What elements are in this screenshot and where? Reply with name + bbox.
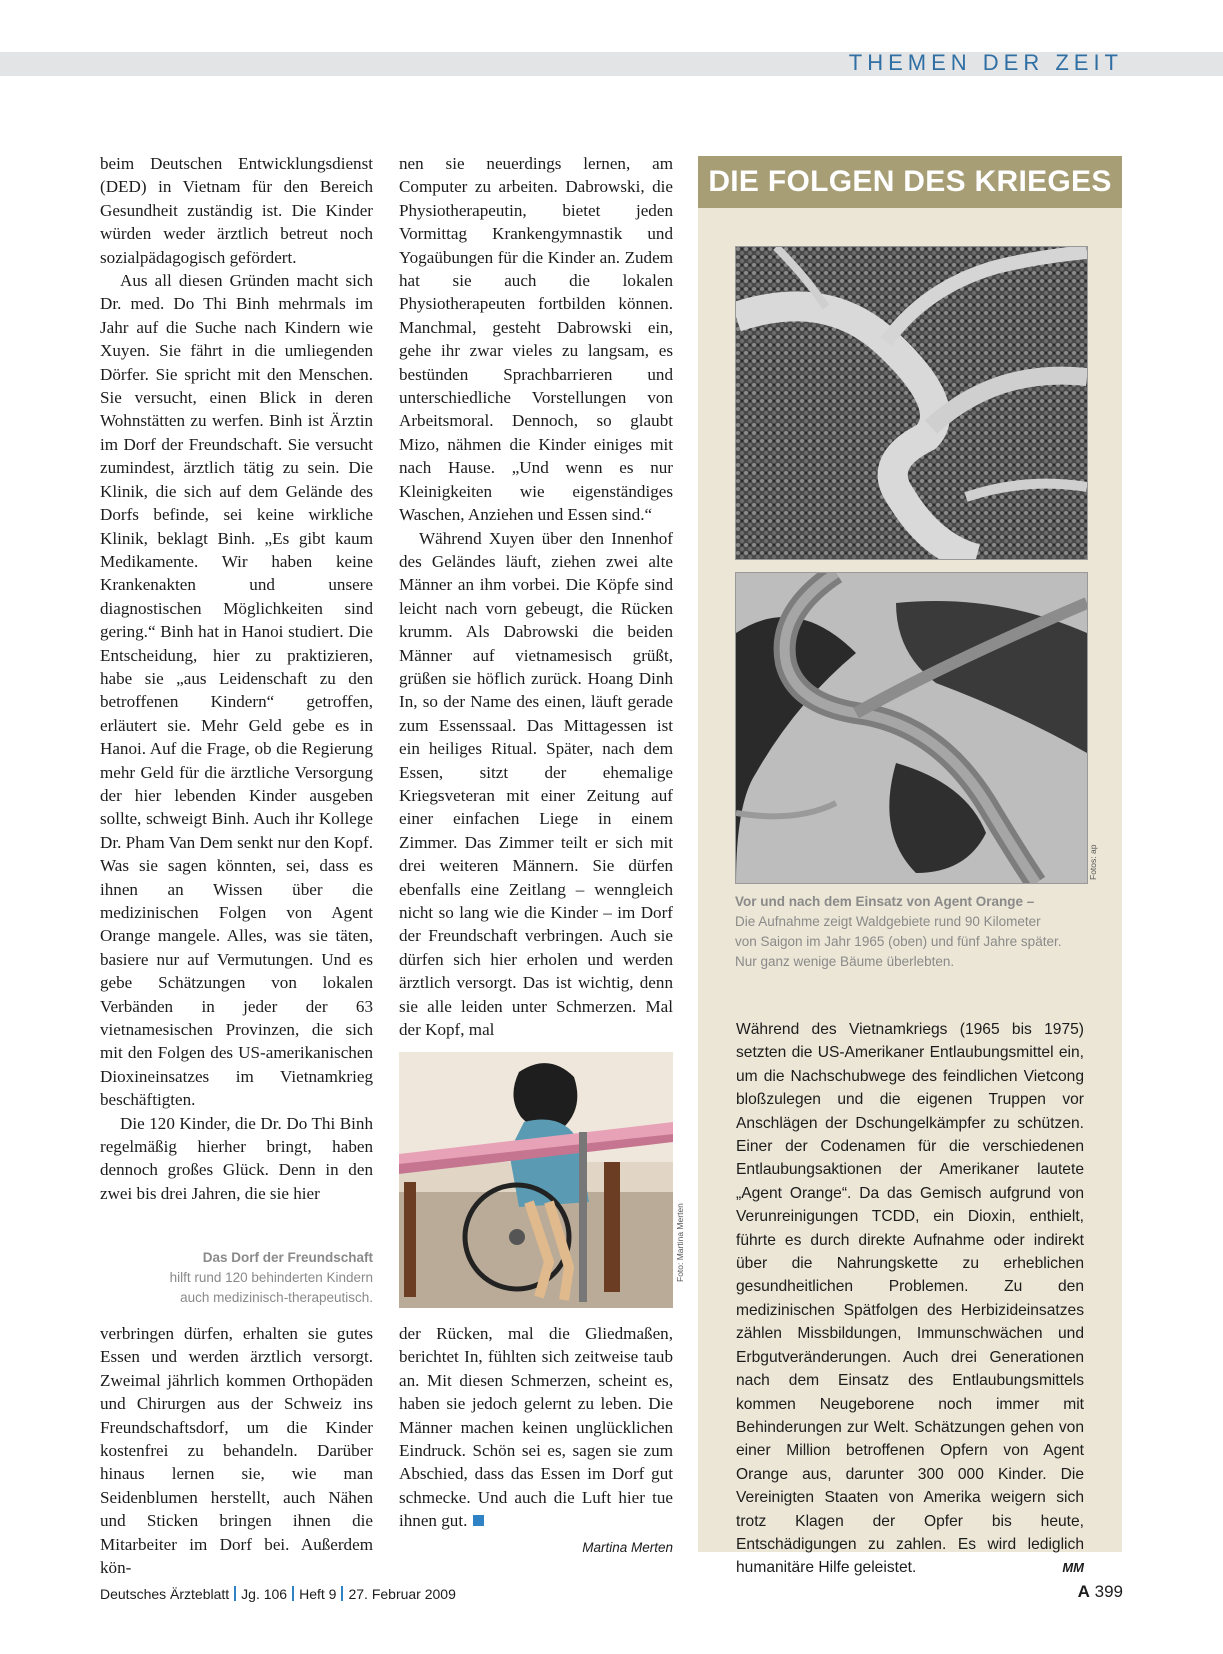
issue-date: 27. Februar 2009: [348, 1586, 456, 1602]
sidebar-photo-caption: [735, 892, 1095, 972]
aerial-photo-before: [735, 246, 1088, 560]
caption-line: hilft rund 120 behinderten Kindern: [169, 1270, 373, 1285]
photo-child-wheelchair: [399, 1052, 673, 1308]
paragraph: Aus all diesen Gründen macht sich Dr. med. Do Thi Binh mehrmals im Jahr auf die Suche nach Kindern wie Xuyen. Sie fährt in die umliegenden Dörfer. Sie spricht mit den Menschen. Sie versucht, einen Blick in deren Wohnstätten zu werfen. Binh ist Ärztin im Dorf der Freundschaft. Sie versucht zumindest, ärztlich tätig zu sein. Die Klinik, die sich auf dem Gelände des Dorfs befinde, sei keine wirkliche Klinik, beklagt Binh. „Es gibt kaum Medikamente. Wir haben keine Krankenakten und unsere diagnostischen Möglichkeiten sind gering.“ Binh hat in Hanoi studiert. Die Entscheidung, hier zu praktizieren, habe sie „aus Leidenschaft zu den betroffenen Kindern“ getroffen, erläutert sie. Mehr Geld gebe es in Hanoi. Auf die Frage, ob die Regierung mehr Geld für die ärztliche Versorgung der hier lebenden Kinder ausgeben sollte, schweigt Binh. Auch ihr Kollege Dr. Pham Van Dem senkt nur den Kopf. Was sie sagen könnten, sei, dass es ihnen an Wissen über die medizinischen Folgen von Agent Orange mangele. Alles, was sie täten, basiere nur auf Vermutungen. Und es gebe Schätzungen von lokalen Verbänden in jeder der 63 vietnamesischen Provinzen, die sich mit den Folgen des US-amerikanischen Dioxineinsatzes im Vietnamkrieg beschäftigten.: [100, 271, 373, 1110]
photo-credit: Fotos: ap: [1088, 844, 1098, 880]
page-prefix: A: [1077, 1582, 1090, 1601]
article-column-1-top: [100, 152, 373, 1205]
paragraph: Die 120 Kinder, die Dr. Do Thi Binh regelmäßig hierher bringt, haben dennoch großes Glück. Denn in den zwei bis drei Jahren, die sie hier: [100, 1113, 373, 1203]
paragraph: Während Xuyen über den Innenhof des Geländes läuft, ziehen zwei alte Männer an ihm vorbei. Die Köpfe sind leicht nach vorn gebeugt, die Rücken krumm. Als Dabrowski die beiden Männer auf vietnamesisch grüßt, grüßen sie höflich zurück. Hoang Dinh In, so der Name des einen, läuft gerade zum Essenssaal. Das Mittagessen ist ein heiliges Ritual. Später, nach dem Essen, sitzt der ehemalige Kriegsveteran mit einer Zeitung auf einer einfachen Liege in einem Zimmer. Das Zimmer teilt er sich mit drei weiteren Männern. Sie dürfen ebenfalls eine Zeitlang – wenngleich nicht so lang wie die Kinder – im Dorf der Freundschaft verbringen. Auch sie dürfen sich hier erholen und werden ärztlich versorgt. Das ist wichtig, denn sie alle leiden unter Schmerzen. Mal der Kopf, mal: [399, 528, 673, 1040]
aerial-photo-after: [735, 572, 1088, 884]
aerial-photo-after-image: [736, 573, 1087, 883]
page-number: [1078, 1582, 1123, 1602]
author: Martina Merten: [582, 1540, 673, 1555]
paragraph: nen sie neuerdings lernen, am Computer zu arbeiten. Dabrowski, die Physiotherapeutin, bietet jeden Vormittag Krankengymnastik und Yogaübungen für die Kinder an. Zudem hat sie auch die lokalen Physiotherapeuten fortbilden können. Manchmal, gesteht Dabrowski ein, gehe ihr zwar vieles zu langsam, es bestünden Sprachbarrieren und unterschiedliche Vorstellungen von Arbeitsmoral. Dennoch, so glaubt Mizo, nähmen die Kinder einiges mit nach Hause. „Und wenn es nur Kleinigkeiten wie eigenständiges Waschen, Anziehen und Essen sind.“: [399, 154, 673, 525]
caption-line: von Saigon im Jahr 1965 (oben) und fünf Jahre später.: [735, 934, 1062, 949]
article-column-2-top: [399, 152, 673, 1041]
section-label: THEMEN DER ZEIT: [848, 50, 1123, 75]
paragraph: [399, 1322, 673, 1533]
aerial-photo-before-image: [736, 247, 1087, 559]
paragraph: beim Deutschen Entwicklungsdienst (DED) in Vietnam für den Bereich Gesundheit zuständig ist. Die Kinder würden weder ärztlich betreut noch sozialpädagogisch gefördert.: [100, 154, 373, 267]
caption-line: Nur ganz wenige Bäume überlebten.: [735, 954, 955, 969]
article-column-2-bottom: [399, 1322, 673, 1533]
caption-line: Die Aufnahme zeigt Waldgebiete rund 90 Kilometer: [735, 914, 1041, 929]
article-column-1-bottom: [100, 1322, 373, 1579]
volume: Jg. 106: [241, 1586, 288, 1602]
end-mark-icon: [473, 1515, 484, 1526]
caption-line: auch medizinisch-therapeutisch.: [180, 1290, 373, 1305]
journal-name: Deutsches Ärzteblatt: [100, 1586, 230, 1602]
separator: [234, 1586, 236, 1601]
footer-citation: [100, 1586, 456, 1602]
sidebar-title: DIE FOLGEN DES KRIEGES: [698, 156, 1122, 208]
photo-caption: [100, 1248, 373, 1308]
separator: [292, 1586, 294, 1601]
sidebar-paragraph: Während des Vietnamkriegs (1965 bis 1975) setzten die US-Amerikaner Entlaubungsmittel ein, um die Nachschubwege des feindlichen Vietcong bloßzulegen und die eigenen Truppen vor Anschlägen der Dschungelkämpfer zu schützen. Einer der Codenamen für die verschiedenen Entlaubungsaktionen der Amerikaner lautete „Agent Orange“. Da das Gemisch aufgrund von Verunreinigungen TCDD, ein Dioxin, enthielt, führte es durch direkte Aufnahme oder indirekt über die Nahrungskette zu erheblichen gesundheitlichen Problemen. Zu den medizinischen Spätfolgen des Herbizideinsatzes zählen Missbildungen, Immunschwächen und Erbgutveränderungen. Auch drei Generationen nach dem Einsatz des Entlaubungsmittels kommen Neugeborene noch immer mit Behinderungen zur Welt. Schätzungen gehen von einer Million betroffenen Opfern von Agent Orange aus, darunter 300 000 Kinder. Die Vereinigten Staaten von Amerika weigern sich trotz Klagen der Opfer bis heute, Entschädigungen zu zahlen. Es wird lediglich humanitäre Hilfe geleistet.: [736, 1021, 1084, 1577]
issue: Heft 9: [299, 1586, 337, 1602]
sidebar-body-text: [736, 1018, 1084, 1580]
caption-heading: Vor und nach dem Einsatz von Agent Orange –: [735, 894, 1035, 909]
caption-heading: Das Dorf der Freundschaft: [202, 1250, 373, 1265]
paragraph-text: der Rücken, mal die Gliedmaßen, berichtet In, fühlten sich zeitweise taub an. Mit diesen Schmerzen, scheint es, haben sie jedoch gelernt zu leben. Die Männer machen keinen unglücklichen Eindruck. Schön sei es, sagen sie zum Abschied, dass das Essen im Dorf gut schmecke. Und auch die Luft hier tue ihnen gut.: [399, 1324, 673, 1531]
paragraph: verbringen dürfen, erhalten sie gutes Essen und werden ärztlich versorgt. Zweimal jährlich kommen Orthopäden und Chirurgen aus der Schweiz ins Freundschaftsdorf, um die Kinder kostenfrei zu behandeln. Darüber hinaus lernen sie, wie man Seidenblumen herstellt, auch Nähen und Sticken bringen ihnen die Mitarbeiter im Dorf bei. Außerdem kön-: [100, 1324, 373, 1578]
photo-child-wheelchair-image: [399, 1052, 673, 1308]
author-initials: MM: [1062, 1560, 1084, 1576]
separator: [341, 1586, 343, 1601]
photo-credit: Foto: Martina Merten: [675, 1203, 685, 1282]
page-number-value: 399: [1094, 1582, 1123, 1601]
